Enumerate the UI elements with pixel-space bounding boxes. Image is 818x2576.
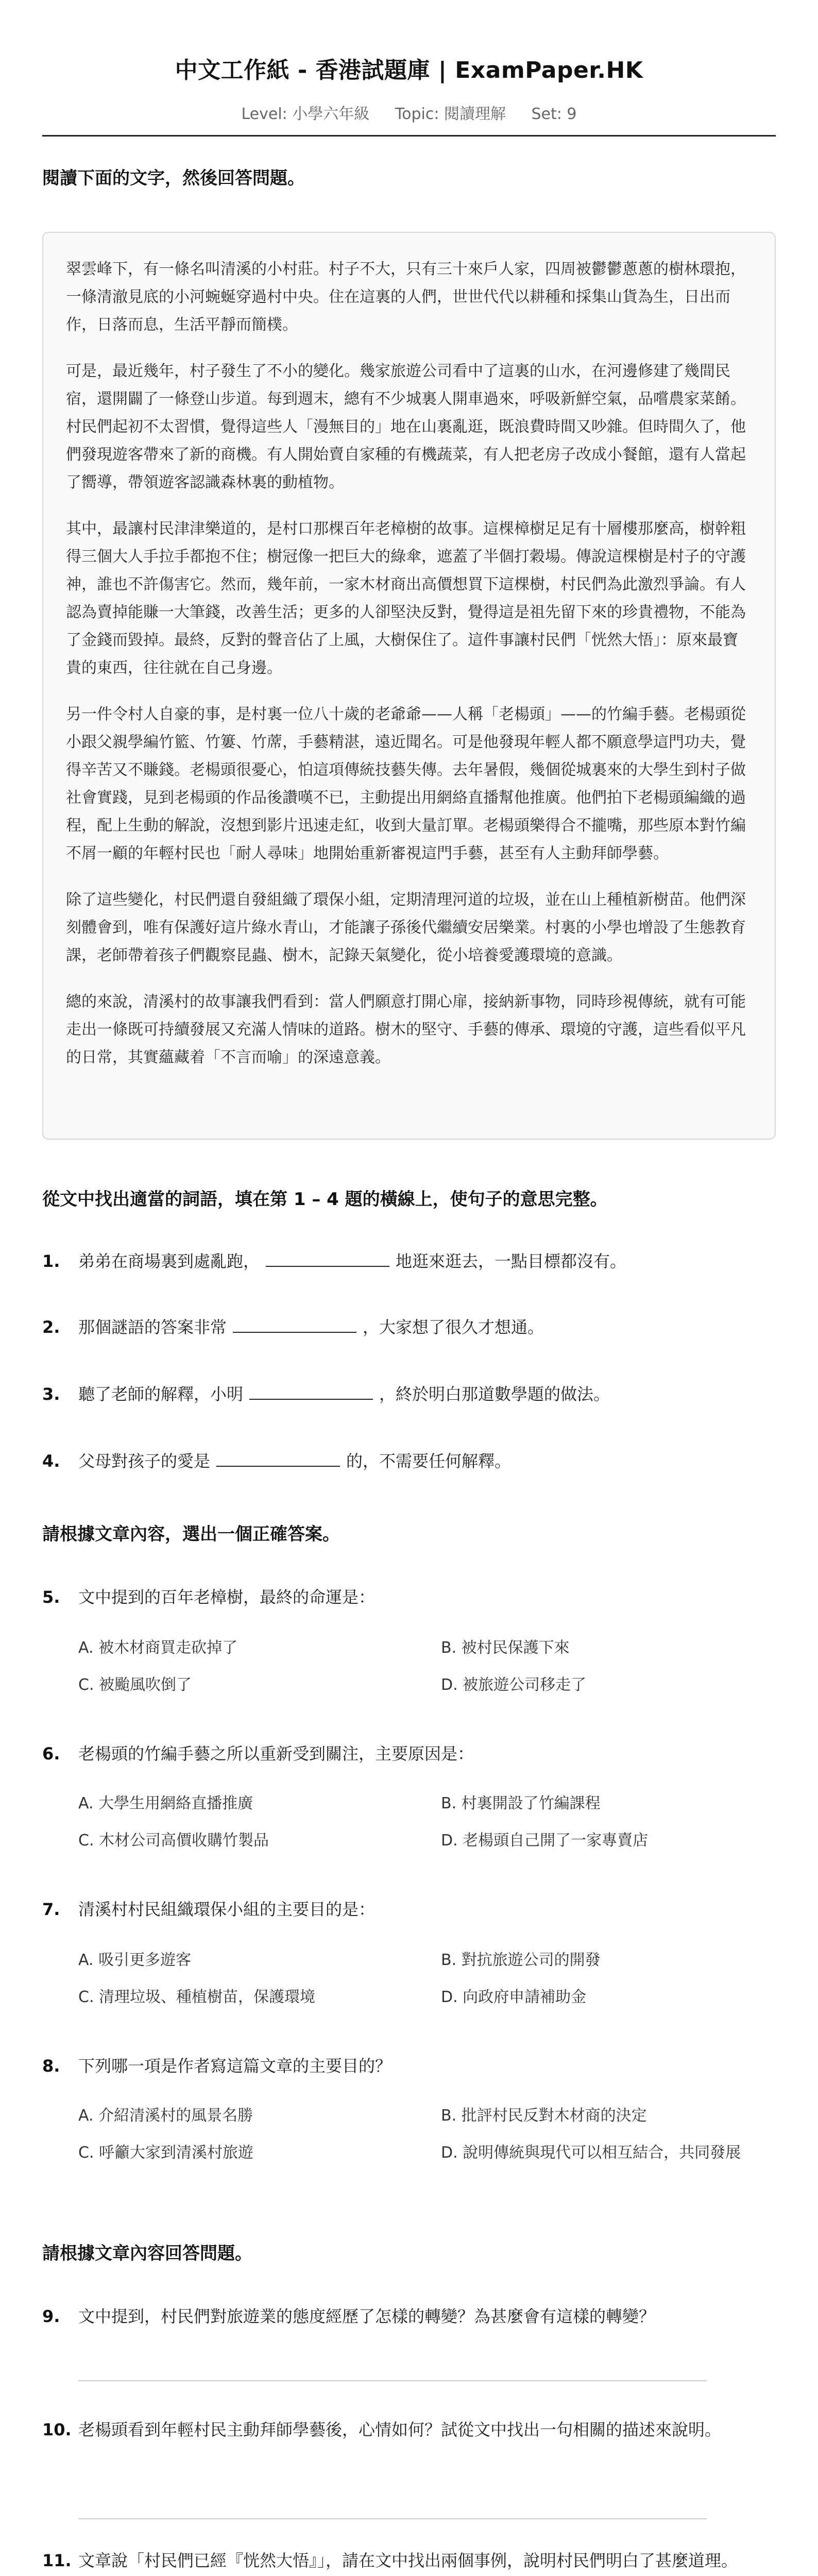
header-divider (42, 135, 776, 137)
mc-question-5 (42, 1584, 776, 1611)
fill-question-4 (42, 1448, 776, 1475)
mc-question-7 (42, 1896, 776, 1923)
question-text: 文章說「村民們已經『恍然大悟』」，請在文中找出兩個事例，說明村民們明白了甚麼道理。 (78, 2551, 738, 2570)
fill-question-3 (42, 1381, 776, 1408)
passage-paragraph: 其中，最讓村民津津樂道的，是村口那棵百年老樟樹的故事。這棵樟樹足足有十層樓那麼高，樹幹粗得三個大人手拉手都抱不住；樹冠像一把巨大的綠傘，遮蓋了半個打穀場。傳說這棵樹是村子的守護神，誰也不許傷害它。然而，幾年前，一家木材商出高價想買下這棵樹，村民們為此激烈爭論。有人認為賣掉能賺一大筆錢，改善生活；更多的人卻堅決反對，覺得這是祖先留下來的珍貴禮物，不能為了金錢而毀掉。最終，反對的聲音佔了上風，大樹保住了。這件事讓村民們「恍然大悟」：原來最寶貴的東西，往往就在自己身邊。 (66, 520, 746, 677)
answer-blank[interactable] (216, 1450, 340, 1467)
level-label: Level: 小學六年級 (241, 105, 370, 123)
question-text: 地逛來逛去，一點目標都沒有。 (396, 1251, 627, 1271)
question-number: 11. (42, 2551, 72, 2570)
question-number: 8. (42, 2056, 60, 2076)
fill-instruction: 從文中找出適當的詞語，填在第 1 – 4 題的橫線上，使句子的意思完整。 (42, 1189, 608, 1210)
question-number: 6. (42, 1744, 60, 1764)
passage-paragraph: 另一件令村人自豪的事，是村裏一位八十歲的老爺爺——人稱「老楊頭」——的竹編手藝。老楊頭從小跟父親學編竹籃、竹簍、竹蓆，手藝精湛，遠近聞名。可是他發現年輕人都不願意學這門功夫，覺得辛苦又不賺錢。老楊頭很憂心，怕這項傳統技藝失傳。去年暑假，幾個從城裏來的大學生到村子做社會實踐，見到老楊頭的作品後讚嘆不已，主動提出用網絡直播幫他推廣。他們拍下老楊頭編織的過程，配上生動的解說，沒想到影片迅速走紅，收到大量訂單。老楊頭樂得合不攏嘴，那些原本對竹編不屑一顧的年輕村民也「耐人尋味」地開始重新審視這門手藝，甚至有人主動拜師學藝。 (66, 705, 746, 862)
fill-question-1 (42, 1248, 776, 1275)
mc-options-7 (78, 1946, 776, 2008)
mc-option[interactable]: C. 被颱風吹倒了 (78, 1676, 192, 1694)
topic-label: Topic: 閱讀理解 (395, 105, 506, 123)
question-text: 弟弟在商場裏到處亂跑， (78, 1251, 260, 1271)
passage-paragraph: 除了這些變化，村民們還自發組織了環保小組，定期清理河道的垃圾，並在山上種植新樹苗。他們深刻體會到，唯有保護好這片綠水青山，才能讓子孫後代繼續安居樂業。村裏的小學也增設了生態教育課，老師帶着孩子們觀察昆蟲、樹木，記錄天氣變化，從小培養愛護環境的意識。 (66, 891, 746, 964)
set-label: Set: 9 (531, 105, 577, 123)
mc-question-6 (42, 1740, 776, 1767)
answer-line[interactable] (78, 2380, 707, 2381)
mc-question-8 (42, 2053, 776, 2079)
sa-instruction: 請根據文章內容回答問題。 (42, 2243, 252, 2264)
question-text: 清溪村村民組織環保小組的主要目的是： (78, 1900, 376, 1919)
page-title: 中文工作紙 - 香港試題庫 | ExamPaper.HK (175, 57, 643, 83)
passage-paragraph: 總的來說，清溪村的故事讓我們看到：當人們願意打開心扉，接納新事物，同時珍視傳統，就有可能走出一條既可持續發展又充滿人情味的道路。樹木的堅守、手藝的傳承、環境的守護，這些看似平凡的日常，其實蘊藏着「不言而喻」的深遠意義。 (66, 993, 746, 1066)
mc-option[interactable]: B. 村裏開設了竹編課程 (441, 1794, 601, 1812)
mc-option[interactable]: A. 吸引更多遊客 (78, 1951, 192, 1969)
mc-option[interactable]: B. 批評村民反對木材商的決定 (441, 2107, 647, 2125)
mc-options-6 (78, 1790, 776, 1852)
mc-options-8 (78, 2102, 776, 2200)
question-number: 4. (42, 1451, 60, 1471)
answer-blank[interactable] (266, 1250, 389, 1267)
mc-option[interactable]: D. 說明傳統與現代可以相互結合，共同發展 (441, 2144, 741, 2162)
answer-blank[interactable] (249, 1383, 373, 1400)
answer-blank[interactable] (233, 1316, 356, 1333)
worksheet-meta (0, 101, 818, 124)
mc-option[interactable]: C. 木材公司高價收購竹製品 (78, 1832, 269, 1850)
question-number: 10. (42, 2420, 72, 2439)
question-text: 文中提到，村民們對旅遊業的態度經歷了怎樣的轉變？為甚麼會有這樣的轉變？ (78, 2307, 656, 2326)
mc-option[interactable]: D. 老楊頭自己開了一家專賣店 (441, 1832, 649, 1850)
mc-option[interactable]: C. 呼籲大家到清溪村旅遊 (78, 2144, 254, 2162)
question-text: ，終於明白那道數學題的做法。 (379, 1384, 610, 1404)
question-number: 5. (42, 1587, 60, 1607)
worksheet-header (0, 0, 818, 124)
sa-question-10 (42, 2416, 776, 2443)
question-number: 1. (42, 1251, 60, 1271)
mc-option[interactable]: D. 被旅遊公司移走了 (441, 1676, 587, 1694)
question-number: 9. (42, 2307, 60, 2326)
mc-option[interactable]: A. 被木材商買走砍掉了 (78, 1639, 238, 1657)
question-text: 老楊頭看到年輕村民主動拜師學藝後，心情如何？試從文中找出一句相關的描述來說明。 (78, 2420, 722, 2439)
passage-paragraph: 可是，最近幾年，村子發生了不小的變化。幾家旅遊公司看中了這裏的山水，在河邊修建了幾間民宿，還開闢了一條登山步道。每到週末，總有不少城裏人開車過來，呼吸新鮮空氣，品嚐農家菜餚。村民們起初不太習慣，覺得這些人「漫無目的」地在山裏亂逛，既浪費時間又吵雜。但時間久了，他們發現遊客帶來了新的商機。有人開始賣自家種的有機蔬菜，有人把老房子改成小餐館，還有人當起了嚮導，帶領遊客認識森林裏的動植物。 (66, 362, 746, 492)
reading-passage (42, 232, 776, 1140)
answer-line[interactable] (78, 2518, 707, 2519)
mc-option[interactable]: A. 介紹清溪村的風景名勝 (78, 2107, 253, 2125)
mc-option[interactable]: C. 清理垃圾、種植樹苗，保護環境 (78, 1988, 316, 2006)
mc-instruction: 請根據文章內容，選出一個正確答案。 (42, 1524, 340, 1545)
question-number: 3. (42, 1384, 60, 1404)
question-text: 文中提到的百年老樟樹，最終的命運是： (78, 1587, 376, 1607)
question-text: 那個謎語的答案非常 (78, 1317, 227, 1337)
question-text: 父母對孩子的愛是 (78, 1451, 211, 1471)
question-text: 下列哪一項是作者寫這篇文章的主要目的？ (78, 2056, 392, 2076)
question-text: 聽了老師的解釋，小明 (78, 1384, 244, 1404)
mc-options-5 (78, 1634, 776, 1696)
mc-option[interactable]: B. 被村民保護下來 (441, 1639, 570, 1657)
reading-instruction: 閱讀下面的文字，然後回答問題。 (42, 168, 305, 189)
question-text: ，大家想了很久才想通。 (363, 1317, 544, 1337)
sa-question-9 (42, 2303, 776, 2330)
question-text: 的，不需要任何解釋。 (346, 1451, 512, 1471)
passage-paragraph: 翠雲峰下，有一條名叫清溪的小村莊。村子不大，只有三十來戶人家，四周被鬱鬱蔥蔥的樹林環抱，一條清澈見底的小河蜿蜒穿過村中央。住在這裏的人們，世世代代以耕種和採集山貨為生，日出而作，日落而息，生活平靜而簡樸。 (66, 260, 746, 334)
question-text: 老楊頭的竹編手藝之所以重新受到關注，主要原因是： (78, 1744, 474, 1764)
fill-question-2 (42, 1314, 776, 1341)
sa-question-11 (42, 2547, 776, 2574)
question-number: 7. (42, 1900, 60, 1919)
question-number: 2. (42, 1317, 60, 1337)
mc-option[interactable]: B. 對抗旅遊公司的開發 (441, 1951, 601, 1969)
mc-option[interactable]: D. 向政府申請補助金 (441, 1988, 587, 2006)
mc-option[interactable]: A. 大學生用網絡直播推廣 (78, 1794, 253, 1812)
